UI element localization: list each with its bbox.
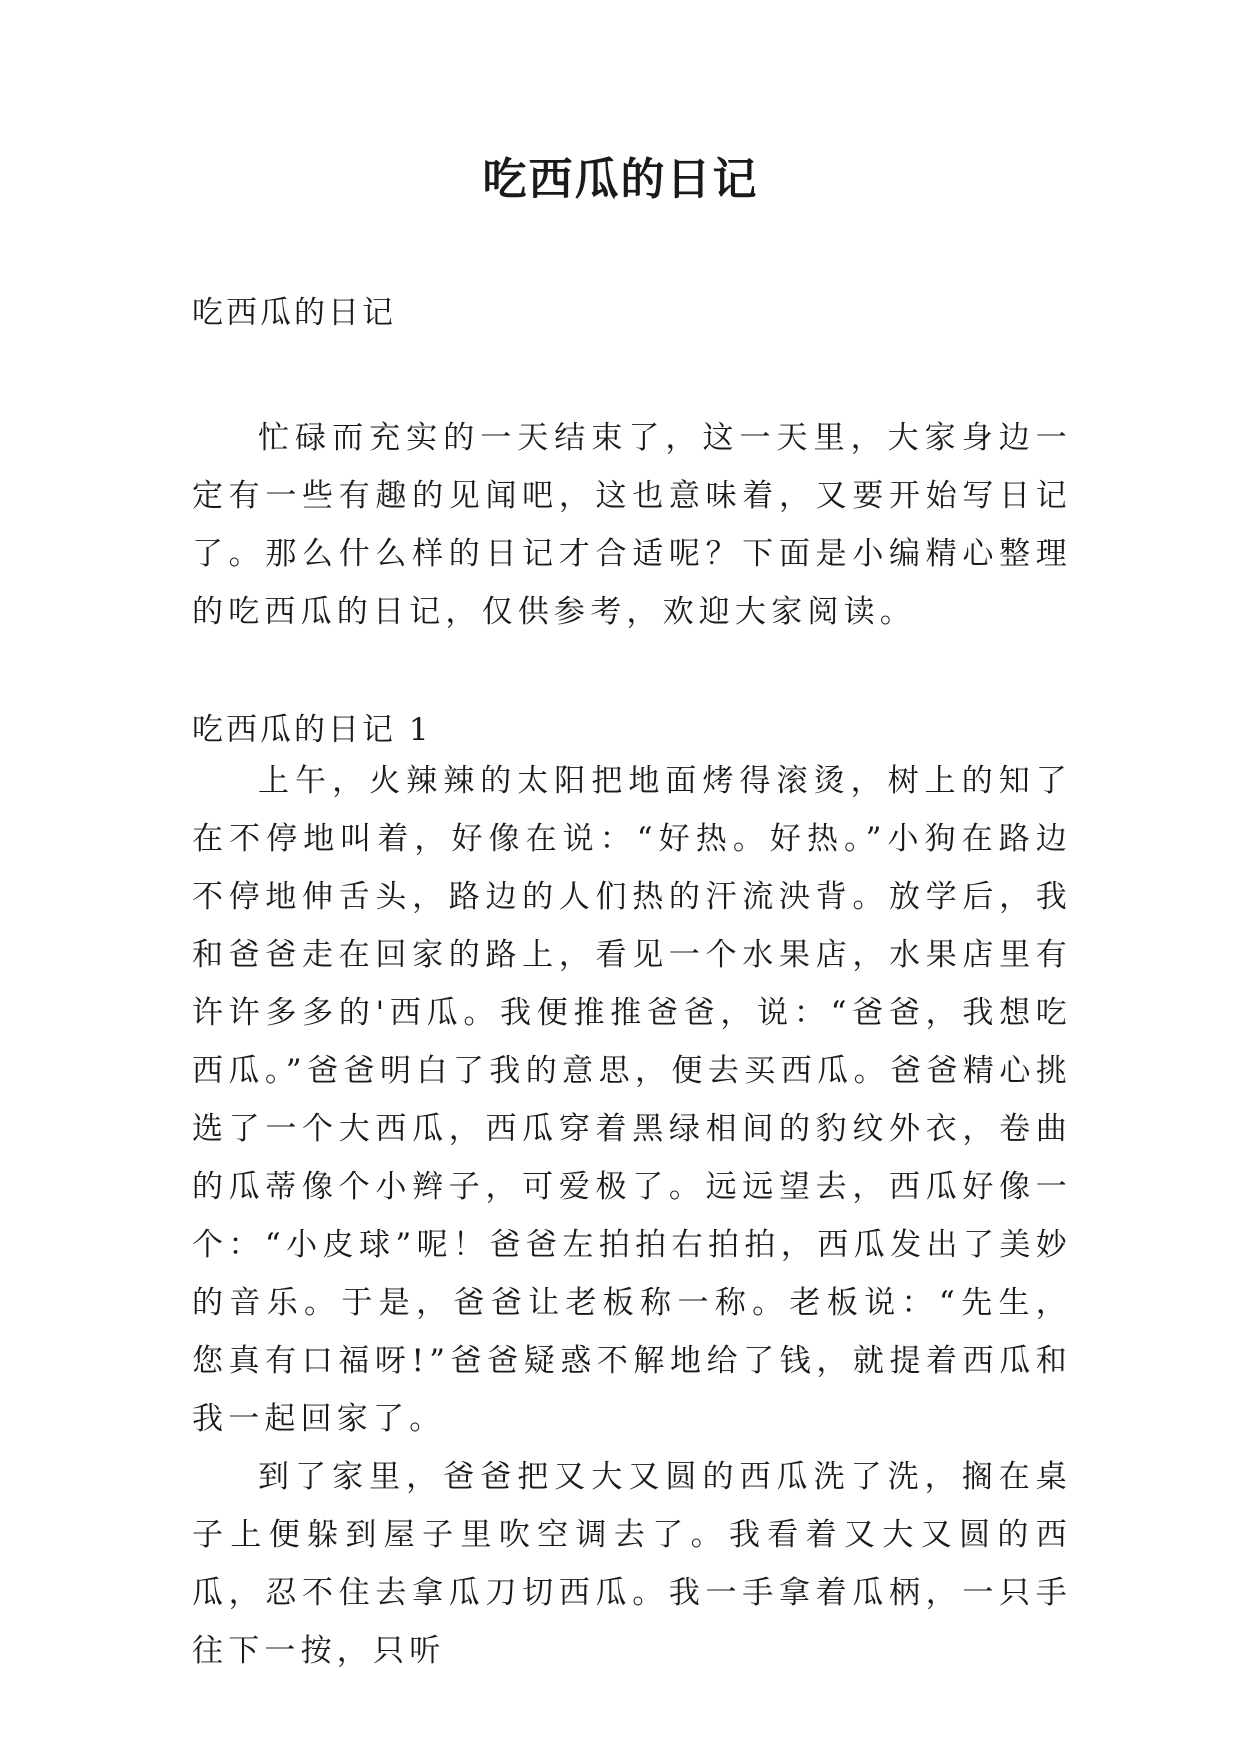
diary-paragraph-2: 到了家里，爸爸把又大又圆的西瓜洗了洗，搁在桌子上便躲到屋子里吹空调去了。我看着又大又圆的西瓜，忍不住去拿瓜刀切西瓜。我一手拿着瓜柄，一只手往下一按，只听 [192, 1459, 1072, 1669]
diary-paragraph-1: 上午，火辣辣的太阳把地面烤得滚烫，树上的知了在不停地叫着，好像在说：“好热。好热。”小狗在路边不停地伸舌头，路边的人们热的汗流泱背。放学后，我和爸爸走在回家的路上，看见一个水果店，水果店里有许许多多的'西瓜。我便推推爸爸，说：“爸爸，我想吃西瓜。”爸爸明白了我的意思，便去买西瓜。爸爸精心挑选了一个大西瓜，西瓜穿着黑绿相间的豹纹外衣，卷曲的瓜蒂像个小辫子，可爱极了。远远望去，西瓜好像一个：“小皮球”呢！爸爸左拍拍右拍拍，西瓜发出了美妙的音乐。于是，爸爸让老板称一称。老板说：“先生，您真有口福呀!”爸爸疑惑不解地给了钱，就提着西瓜和我一起回家了。 [192, 763, 1072, 1437]
intro-paragraph: 忙碌而充实的一天结束了，这一天里，大家身边一定有一些有趣的见闻吧，这也意味着，又要开始写日记了。那么什么样的日记才合适呢？下面是小编精心整理的吃西瓜的日记，仅供参考，欢迎大家阅读。 [192, 420, 1072, 630]
document-subtitle: 吃西瓜的日记 [192, 295, 396, 331]
intro-block [192, 409, 1072, 641]
document-title: 吃西瓜的日记 [482, 154, 759, 205]
diary-body [192, 752, 1072, 1680]
section-heading: 吃西瓜的日记 1 [192, 712, 432, 748]
